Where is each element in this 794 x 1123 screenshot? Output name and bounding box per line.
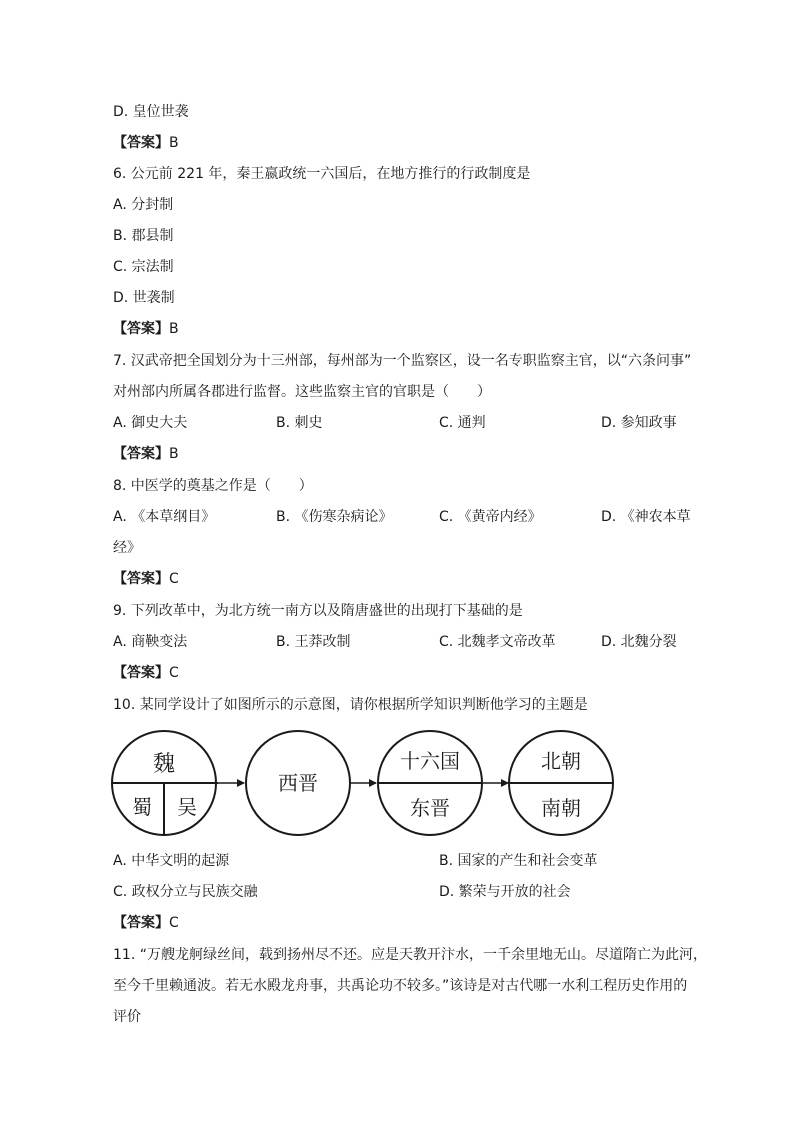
q9-option-c: C. 北魏孝文帝改革: [439, 634, 556, 650]
q8-stem: 8. 中医学的奠基之作是（ ）: [113, 478, 313, 494]
q11-stem-line2: 至今千里赖通波。若无水殿龙舟事，共禹论功不较多。”该诗是对古代哪一水利工程历史作用的: [113, 978, 688, 994]
q7-option-b: B. 刺史: [276, 415, 323, 431]
label-wu: 吴: [177, 795, 197, 819]
answer-label: 【答案】: [113, 135, 169, 151]
q6-stem: 6. 公元前 221 年，秦王嬴政统一六国后，在地方推行的行政制度是: [113, 166, 531, 182]
circle-northern-southern-dynasties: [509, 731, 613, 835]
q10-stem: 10. 某同学设计了如图所示的示意图，请你根据所学知识判断他学习的主题是: [113, 697, 588, 713]
q11-stem-line1: 11. “万艘龙舸绿丝间，载到扬州尽不还。应是天教开汴水，一千余里地无山。尽道隋亡为此河，: [113, 947, 707, 963]
label-northern-dynasties: 北朝: [541, 749, 581, 773]
q7-option-c: C. 通判: [439, 415, 486, 431]
answer-label: 【答案】: [113, 321, 169, 337]
circle-western-jin: [246, 731, 350, 835]
label-wei: 魏: [152, 752, 176, 777]
q5-answer: [113, 134, 179, 152]
q7-option-d: D. 参知政事: [601, 415, 677, 431]
answer-value: C: [169, 915, 179, 931]
answer-label: 【答案】: [113, 665, 169, 681]
label-southern-dynasties: 南朝: [541, 796, 581, 820]
q6-option-b: B. 郡县制: [113, 228, 174, 244]
label-shu: 蜀: [132, 795, 152, 819]
q10-option-b: B. 国家的产生和社会变革: [439, 853, 598, 869]
answer-label: 【答案】: [113, 446, 169, 462]
q8-answer: [113, 570, 179, 588]
q10-option-d: D. 繁荣与开放的社会: [439, 884, 571, 900]
q10-option-c: C. 政权分立与民族交融: [113, 884, 258, 900]
q9-stem: 9. 下列改革中，为北方统一南方以及隋唐盛世的出现打下基础的是: [113, 603, 523, 619]
q8-option-b: B. 《伤寒杂病论》: [276, 509, 393, 525]
q7-stem-line1: 7. 汉武帝把全国划分为十三州部，每州部为一个监察区，设一名专职监察主官，以“六条问事”: [113, 353, 692, 369]
q6-answer: [113, 320, 179, 338]
q5-option-d: D. 皇位世袭: [113, 104, 189, 120]
q7-option-a: A. 御史大夫: [113, 415, 188, 431]
answer-value: B: [169, 446, 179, 462]
answer-value: C: [169, 665, 179, 681]
answer-label: 【答案】: [113, 915, 169, 931]
q11-stem-line3: 评价: [113, 1009, 141, 1025]
answer-value: B: [169, 135, 179, 151]
q8-option-d-cont: 经》: [113, 540, 141, 556]
q7-stem-line2: 对州部内所属各郡进行监督。这些监察主官的官职是（ ）: [113, 384, 491, 400]
q6-option-a: A. 分封制: [113, 197, 174, 213]
answer-value: C: [169, 571, 179, 587]
label-eastern-jin: 东晋: [410, 796, 450, 820]
q8-option-c: C. 《黄帝内经》: [439, 509, 542, 525]
q6-option-c: C. 宗法制: [113, 259, 174, 275]
q10-answer: [113, 914, 179, 932]
q9-option-d: D. 北魏分裂: [601, 634, 677, 650]
dynasty-flow-diagram: [110, 728, 620, 840]
q9-option-a: A. 商鞅变法: [113, 634, 188, 650]
q6-option-d: D. 世袭制: [113, 290, 175, 306]
q9-answer: [113, 664, 179, 682]
answer-value: B: [169, 321, 179, 337]
q7-answer: [113, 445, 179, 463]
q8-option-d: D. 《神农本草: [601, 509, 691, 525]
label-western-jin: 西晋: [278, 771, 318, 795]
q8-option-a: A. 《本草纲目》: [113, 509, 216, 525]
answer-label: 【答案】: [113, 571, 169, 587]
q9-option-b: B. 王莽改制: [276, 634, 351, 650]
q10-option-a: A. 中华文明的起源: [113, 853, 230, 869]
label-sixteen-kingdoms: 十六国: [400, 749, 460, 773]
circle-sixteen-kingdoms-eastern-jin: [378, 731, 482, 835]
circle-three-kingdoms: [112, 731, 218, 835]
